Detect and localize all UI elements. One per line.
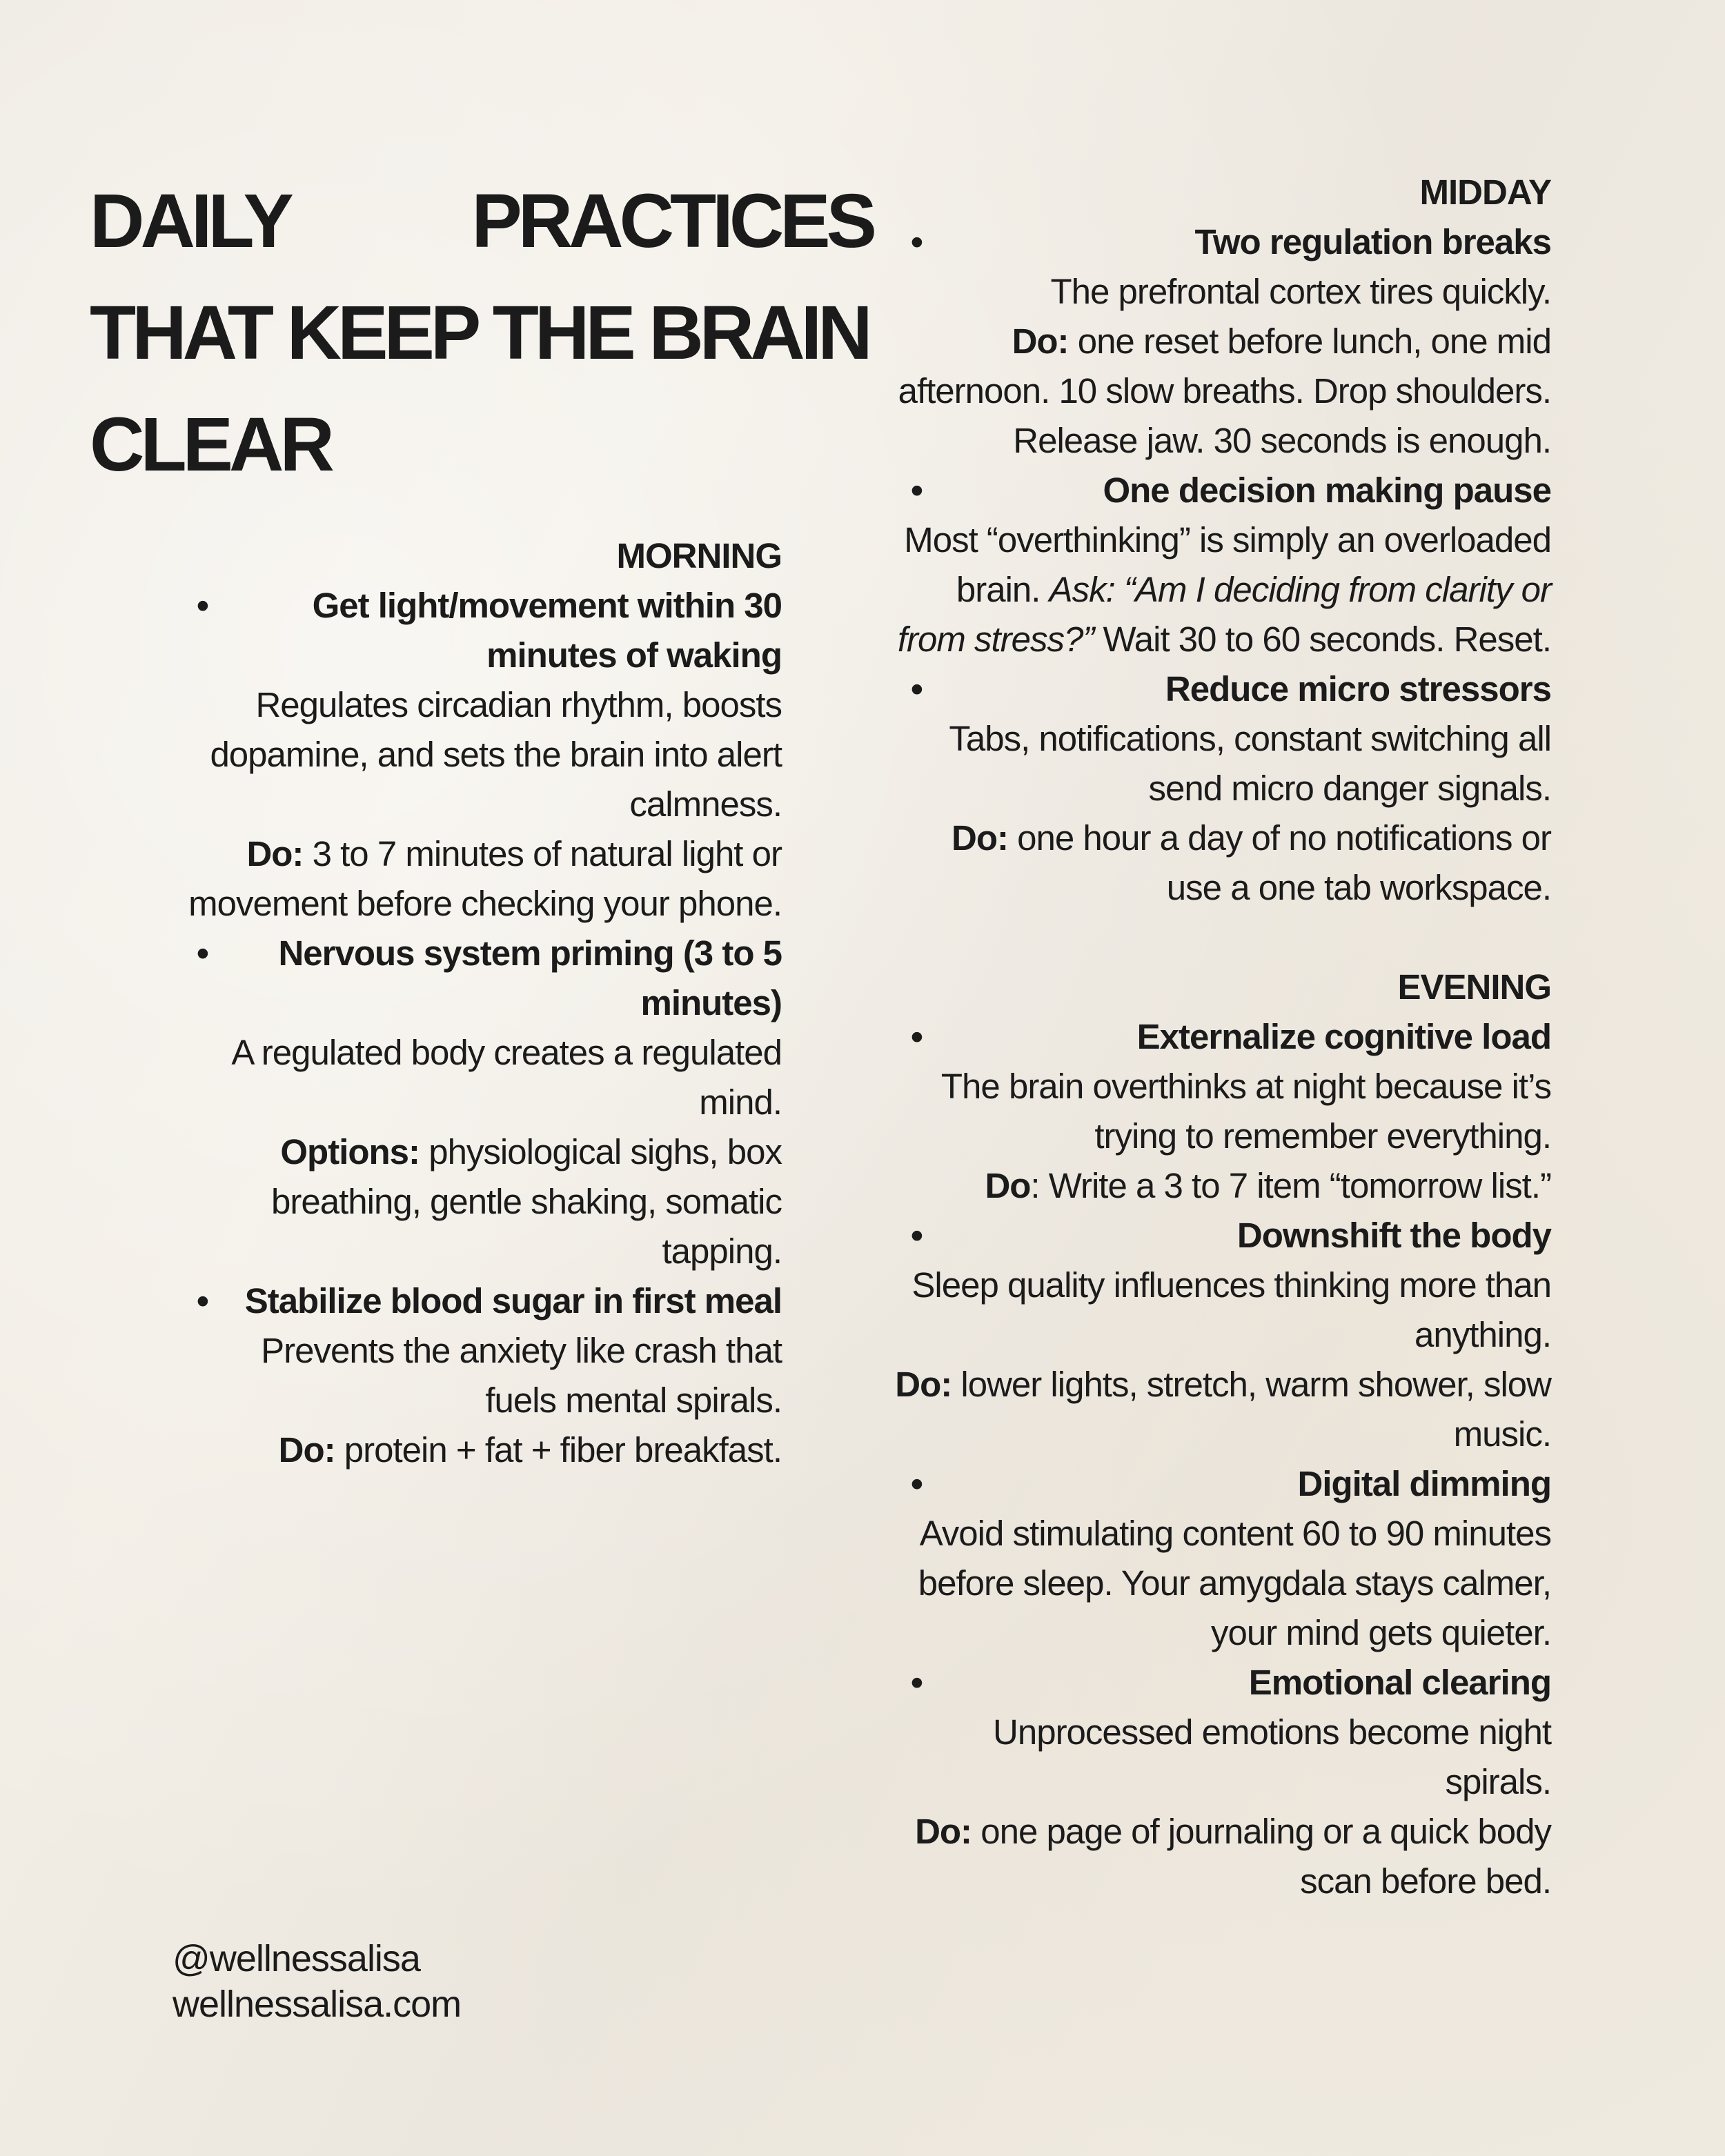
evening-heading: EVENING bbox=[1397, 967, 1551, 1007]
action-text: one hour a day of no notifications or use a one tab workspace. bbox=[1007, 818, 1551, 907]
morning-section bbox=[186, 531, 782, 1475]
item-action bbox=[186, 1425, 782, 1475]
item-description: The brain overthinks at night because it’s trying to remember everything. bbox=[940, 1067, 1551, 1156]
item-description: A regulated body creates a regulated mind. bbox=[231, 1033, 782, 1122]
item-description: The prefrontal cortex tires quickly. bbox=[1050, 272, 1551, 311]
midday-item-stressors bbox=[890, 664, 1551, 913]
item-description: Prevents the anxiety like crash that fuels mental spirals. bbox=[261, 1331, 782, 1420]
action-text: : Write a 3 to 7 item “tomorrow list.” bbox=[1030, 1166, 1551, 1205]
description-text-end: Wait 30 to 60 seconds. Reset. bbox=[1094, 620, 1551, 659]
page-title bbox=[90, 166, 873, 501]
item-description: Regulates circadian rhythm, boosts dopamine, and sets the brain into alert calmness. bbox=[210, 685, 782, 824]
title-line-1 bbox=[90, 166, 873, 277]
action-label: Do: bbox=[1012, 322, 1069, 361]
item-title: Two regulation breaks bbox=[1194, 222, 1551, 261]
item-action bbox=[186, 1127, 782, 1276]
morning-heading: MORNING bbox=[616, 536, 782, 575]
morning-item-light bbox=[186, 581, 782, 929]
evening-item-downshift bbox=[890, 1211, 1551, 1459]
item-title: Nervous system priming (3 to 5 minutes) bbox=[278, 933, 782, 1022]
evening-item-emotional-clearing bbox=[890, 1658, 1551, 1906]
social-handle: @wellnessalisa bbox=[172, 1938, 420, 1979]
action-label: Do: bbox=[915, 1812, 972, 1851]
midday-section bbox=[890, 168, 1551, 913]
item-title: Emotional clearing bbox=[1248, 1663, 1551, 1702]
action-label: Do: bbox=[246, 834, 304, 873]
item-title: Digital dimming bbox=[1297, 1464, 1551, 1503]
section-spacer bbox=[890, 913, 1551, 962]
description-text: Most “overthinking” is simply an overloaded brain. bbox=[904, 520, 1551, 609]
footer-credits bbox=[172, 1936, 461, 2027]
website-url: wellnessalisa.com bbox=[172, 1984, 462, 2025]
bullet-icon: • bbox=[911, 1017, 923, 1056]
evening-item-digital-dimming bbox=[890, 1459, 1551, 1658]
action-label: Do: bbox=[895, 1365, 952, 1404]
item-description bbox=[890, 515, 1551, 664]
item-title: Get light/movement within 30 minutes of waking bbox=[312, 586, 782, 675]
title-word-daily: DAILY bbox=[90, 179, 290, 264]
item-action bbox=[186, 829, 782, 929]
item-action bbox=[890, 1807, 1551, 1906]
title-line-3: CLEAR bbox=[90, 402, 331, 487]
right-column bbox=[890, 168, 1551, 1906]
action-text: protein + fat + fiber breakfast. bbox=[335, 1430, 782, 1470]
action-text: one reset before lunch, one mid afternoon. 10 slow breaths. Drop shoulders. Release jaw. 30 seconds is enough. bbox=[898, 322, 1551, 460]
morning-item-priming bbox=[186, 929, 782, 1276]
item-action bbox=[890, 1360, 1551, 1459]
action-text: one page of journaling or a quick body scan before bed. bbox=[972, 1812, 1551, 1901]
action-label: Do bbox=[985, 1166, 1031, 1205]
bullet-icon: • bbox=[197, 1281, 208, 1321]
action-label: Do: bbox=[278, 1430, 335, 1470]
midday-item-pause bbox=[890, 466, 1551, 664]
bullet-icon: • bbox=[197, 933, 208, 973]
item-description: Tabs, notifications, constant switching all send micro danger signals. bbox=[949, 719, 1551, 808]
item-title: One decision making pause bbox=[1103, 471, 1551, 510]
action-text: 3 to 7 minutes of natural light or movement before checking your phone. bbox=[188, 834, 782, 923]
evening-item-cognitive-load bbox=[890, 1012, 1551, 1211]
midday-heading: MIDDAY bbox=[1419, 172, 1551, 212]
evening-section bbox=[890, 962, 1551, 1906]
item-action bbox=[890, 813, 1551, 913]
item-action bbox=[890, 317, 1551, 466]
description-question: Ask: “Am I deciding from clarity or from stress?” bbox=[897, 570, 1551, 659]
bullet-icon: • bbox=[197, 586, 208, 625]
bullet-icon: • bbox=[911, 222, 923, 261]
bullet-icon: • bbox=[911, 471, 923, 510]
action-text: lower lights, stretch, warm shower, slow music. bbox=[952, 1365, 1551, 1454]
item-description: Unprocessed emotions become night spirals. bbox=[993, 1712, 1551, 1801]
action-label: Options: bbox=[280, 1132, 420, 1171]
bullet-icon: • bbox=[911, 1464, 923, 1503]
title-line-2: THAT KEEP THE BRAIN bbox=[90, 290, 869, 375]
item-description: Avoid stimulating content 60 to 90 minutes before sleep. Your amygdala stays calmer, your mind gets quieter. bbox=[918, 1514, 1551, 1652]
item-title: Downshift the body bbox=[1236, 1216, 1551, 1255]
action-label: Do: bbox=[951, 818, 1008, 858]
title-word-practices: PRACTICES bbox=[471, 179, 873, 264]
item-title: Reduce micro stressors bbox=[1165, 669, 1551, 709]
morning-item-blood-sugar bbox=[186, 1276, 782, 1475]
action-text: physiological sighs, box breathing, gentle shaking, somatic tapping. bbox=[271, 1132, 782, 1271]
item-title: Externalize cognitive load bbox=[1136, 1017, 1551, 1056]
bullet-icon: • bbox=[911, 669, 923, 709]
bullet-icon: • bbox=[911, 1663, 923, 1702]
midday-item-breaks bbox=[890, 217, 1551, 466]
item-description: Sleep quality influences thinking more than anything. bbox=[911, 1265, 1551, 1354]
item-title: Stabilize blood sugar in first meal bbox=[244, 1281, 782, 1321]
bullet-icon: • bbox=[911, 1216, 923, 1255]
item-action bbox=[890, 1161, 1551, 1211]
